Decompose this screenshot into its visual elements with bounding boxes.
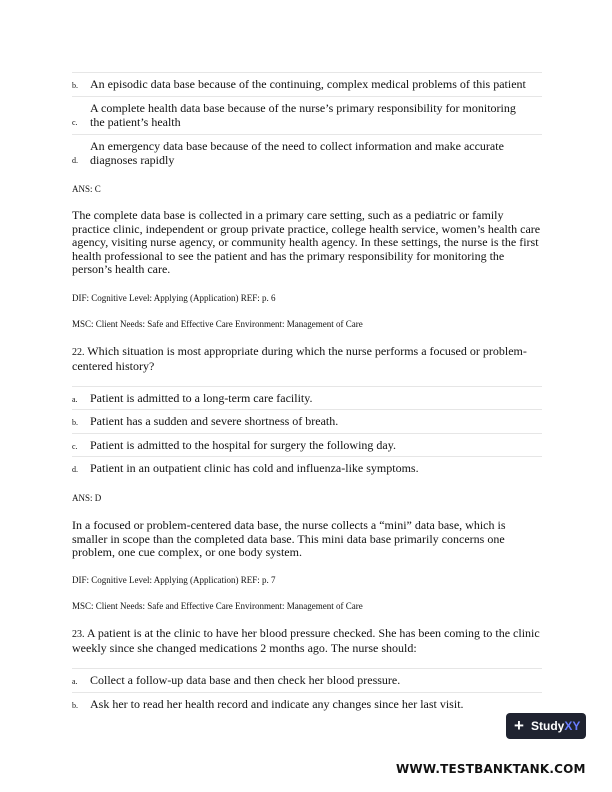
- studyxy-badge: [506, 713, 586, 739]
- question-text: Which situation is most appropriate during which the nurse performs a focused or problem-centered history?: [72, 344, 527, 373]
- option-c: [72, 96, 542, 133]
- option-c: [72, 433, 542, 456]
- option-b: [72, 72, 542, 95]
- question-text: A patient is at the clinic to have her blood pressure checked. She has been coming to the clinic weekly since she changed medications 2 months ago. The nurse should:: [72, 626, 540, 655]
- option-text: A complete health data base because of the nurse’s primary responsibility for monitoring the patient’s health: [90, 101, 516, 129]
- option-letter: a.: [72, 677, 78, 686]
- option-a: [72, 668, 542, 691]
- question-number: 23.: [72, 629, 85, 640]
- difficulty: DIF: Cognitive Level: Applying (Application) REF: p. 6: [72, 293, 276, 303]
- option-d: [72, 456, 542, 479]
- option-text: An emergency data base because of the need to collect information and make accurate diagnoses rapidly: [90, 139, 504, 167]
- answer: ANS: C: [72, 184, 101, 194]
- question-stem: [72, 345, 542, 373]
- option-text: Patient in an outpatient clinic has cold and influenza-like symptoms.: [90, 461, 419, 475]
- option-a: [72, 386, 542, 409]
- option-letter: b.: [72, 701, 78, 710]
- question-number: 22.: [72, 347, 85, 358]
- option-b: [72, 409, 542, 432]
- option-text: An episodic data base because of the continuing, complex medical problems of this patient: [90, 77, 526, 91]
- option-text: Patient is admitted to a long-term care facility.: [90, 391, 313, 405]
- answer: ANS: D: [72, 493, 102, 503]
- option-letter: b.: [72, 418, 78, 427]
- badge-prefix: Study: [531, 719, 565, 733]
- option-d: [72, 134, 542, 171]
- question-stem: [72, 627, 542, 655]
- difficulty: DIF: Cognitive Level: Applying (Application) REF: p. 7: [72, 575, 276, 585]
- option-text: Ask her to read her health record and indicate any changes since her last visit.: [90, 697, 464, 711]
- option-letter: a.: [72, 395, 78, 404]
- option-letter: b.: [72, 81, 78, 90]
- option-text: Patient is admitted to the hospital for surgery the following day.: [90, 438, 396, 452]
- badge-accent: XY: [564, 719, 581, 733]
- option-text: Collect a follow-up data base and then check her blood pressure.: [90, 673, 401, 687]
- option-letter: d.: [72, 465, 78, 474]
- rationale: The complete data base is collected in a primary care setting, such as a pediatric or family practice clinic, independent or group private practice, college health service, women’s health care agency, visiting nurse agency, or community health agency. In these settings, the nurse is the first health professional to see the patient and has the primary responsibility for monitoring the person’s health care.: [72, 208, 541, 276]
- client-needs: MSC: Client Needs: Safe and Effective Care Environment: Management of Care: [72, 319, 363, 329]
- option-letter: c.: [72, 442, 78, 451]
- option-b: [72, 692, 542, 715]
- footer-url: WWW.TESTBANKTANK.COM: [396, 762, 586, 776]
- option-letter: d.: [72, 156, 78, 165]
- client-needs: MSC: Client Needs: Safe and Effective Care Environment: Management of Care: [72, 601, 363, 611]
- badge-text: [531, 719, 580, 733]
- option-letter: c.: [72, 118, 78, 127]
- rationale: In a focused or problem-centered data base, the nurse collects a “mini” data base, which is smaller in scope than the completed data base. This mini data base primarily concerns one problem, one cue complex, or one body system.: [72, 518, 506, 559]
- sparkle-icon: +: [514, 716, 524, 735]
- option-text: Patient has a sudden and severe shortness of breath.: [90, 414, 339, 428]
